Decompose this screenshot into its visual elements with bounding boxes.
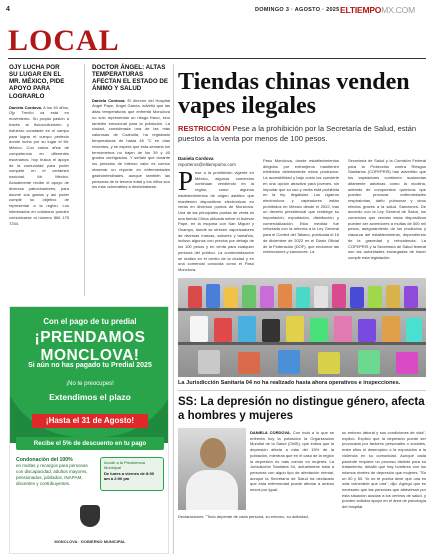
predial-advertisement[interactable] (9, 306, 169, 554)
byline-name: Daniela Cordova (178, 156, 214, 161)
ad-line-1: Con el pago de tu predial (43, 317, 137, 326)
section-rule (8, 58, 426, 59)
product-box (278, 284, 292, 308)
column-divider (84, 64, 85, 296)
photo-caption: La Jurisdicción Sanitaria 04 no ha realizado hasta ahora operativos e inspecciones. (178, 380, 401, 386)
product-box (406, 318, 422, 342)
second-declaraciones-text: Declaraciones. "Todo depende de cada persona, su entorno, su actividad, (178, 514, 309, 519)
page-header (0, 0, 433, 20)
second-col1-text: Con todo a lo que se enfrenta hoy la población la Organización Mundial de la Salud (OMS), que indica que la depresión afecta a más del 15% de la población, mientras que en el caso de la región la depresión es más común en mujeres. La Jurisdicción Sanitaria 04, actualmente trata a personas con algún tipo de afectación mental, aunque la Secretaría de Salud ha declarado que esta enfermedad puede afectar a ambos sexos por igual. (250, 430, 334, 493)
second-lead: DANIELA CORDOVA. (250, 430, 291, 435)
product-box (368, 286, 382, 308)
ad-discount: Recibe el 5% de descuento en tu pago (16, 437, 164, 450)
product-box (386, 285, 400, 308)
product-box (314, 286, 328, 308)
second-column-2 (342, 430, 426, 554)
product-box (206, 284, 220, 308)
brief-2-title[interactable]: DOCTOR ÁNGEL: ALTAS TEMPERATURAS AFECTAN EL ESTADO DE ÁNIMO Y SALUD (92, 64, 168, 93)
main-col3-text: Secretaría de Salud y la Comisión Federal para la Protección contra Riesgos Sanitarios (COFEPRIS) han advertido que los vapeadores contienen sustancias altamente adictivas como la nicotina, además de compuestos químicos que pueden provocar enfermedades respiratorias, daño pulmonar y otros efectos graves a la salud. Sanciones. De acuerdo con la Ley General de Salud, los comercios que vendan estos dispositivos pueden ser acreedores a multas de 500 mil pesos, aseguramiento de los productos y clausura del establecimiento, dependiendo de la gravedad y reincidencia. La COFEPRIS y la Secretaría de Salud federal son las autoridades encargadas de hacer cumplir esta legislación. (348, 158, 426, 260)
product-box (334, 316, 352, 342)
brief-1-text: A los 40 años, Ojy Trevño va está en movimiento. Su propia pasión a través al fisicoculturismo y esfuerzo constante en el campo para lograr el cuerpo perfecto donde lucha por su lugar el Mr. México. Con varios años de competencia en diferentes escenarios, hoy busca el apoyo de la comunidad para poder competir en el certamen nacional. Mr. México. Actualmente recibe el apoyo de diversos patrocinadores, para asumir sus gastos y así poder cumplir su objetivo de representar a la región. Los interesados en colaborar pueden comunicarse al número 866 175 7254. (9, 104, 69, 226)
product-box (382, 316, 400, 342)
page-number: 4 (6, 6, 10, 13)
brief-article-2 (92, 64, 170, 190)
brand-suffix: MX.COM (381, 5, 415, 15)
product-box (404, 286, 418, 308)
ad-deadline: ¡Hasta el 31 de Agosto! (32, 414, 148, 428)
second-column-1 (250, 430, 334, 512)
ad-office-info (100, 457, 164, 491)
product-box (286, 316, 304, 342)
second-declaraciones (178, 514, 334, 554)
product-box (358, 319, 376, 342)
product-box (224, 287, 238, 308)
deck-text: Pese a la prohibición por la Secretaría de Salud, están puestos a la venta por menos de 100 pesos. (178, 124, 417, 143)
product-box (358, 350, 380, 374)
municipal-crest-icon (72, 505, 108, 535)
product-box (242, 285, 256, 308)
product-box (214, 318, 232, 342)
main-col2-text: Paso Monclova, donde establecimientos dirigidos por extranjeros mantienen exhibidos abiertamente estos productos. La accesibilidad y bajo costo los convierte en una opción atractiva para jóvenes, sin importar que su uso y venta está prohibida en la ley. Ilegalidad. Los cigarros electrónicos y vapeadores están prohibidos en México desde el 2022, tras un decreto presidencial que restringe su importación, exportación, distribución y comercialización. Esta medida fue reforzada con la reforma a la Ley General para el Control del Tabaco, publicada el 16 de diciembre de 2022 en el Diario Oficial de la Federación (DOF), que endurece las restricciones y sanciones. La (263, 158, 339, 255)
vape-shelf-photo (178, 278, 426, 377)
story-divider (178, 390, 426, 391)
main-headline[interactable]: Tiendas chinas venden vapes ilegales (178, 69, 410, 119)
product-box (396, 352, 418, 374)
product-box (198, 350, 220, 374)
ad-condonation-text: en multas y recargos para personas con discapacidad, adultos mayores, pensionados, jubilados, INAPAM, discentes y contribuyentes. (16, 463, 88, 486)
shelf-line (178, 308, 426, 311)
product-box (238, 352, 260, 374)
brief-article-1 (9, 64, 69, 226)
brief-2-text: El director del Hospital Ángel Pape, Ángel García, advirtió que las altas temperaturas que enfrenta Monclova no solo representan un riesgo físico, sino también emocional para la población. La ciudad, considerada una de las más calurosas de Coahuila, ha registrado temperaturas de hasta 46 °C en días recientes, y se espera que esta semana los termómetros no bajen de los 39 y 40 grados centígrados. Y señaló que durante los periodos de intenso calor es común observar un repunte en enfermedades gastrointestinales, aunque también las personas de la tercera edad y los niños son los más vulnerables a deshidratarse. (92, 97, 170, 190)
ad-condonation (16, 457, 94, 487)
product-box (190, 316, 208, 342)
deck-lead: RESTRICCIÓN (178, 124, 231, 133)
ad-line-3: Si aún no has pagado tu Predial 2025 (28, 362, 152, 369)
person-shirt (186, 470, 238, 510)
main-column-2 (263, 158, 339, 274)
product-box (310, 318, 328, 342)
issue-date: DOMINGO 3 · AGOSTO · 2025 (255, 7, 340, 13)
brief-1-body (9, 105, 69, 227)
product-box (332, 284, 346, 308)
drop-cap: P (178, 170, 194, 196)
main-column-1 (178, 170, 254, 274)
brand-main: ELTIEMPO (340, 5, 382, 15)
brief-2-lead: Daniela Cordova. (92, 97, 126, 103)
brief-1-lead: Daniela Cordova. (9, 104, 42, 110)
crest-shape (80, 505, 100, 527)
ad-office-hours: De lunes a viernes de 8:00 am a 2:00 pm (104, 470, 155, 481)
brand-logo[interactable] (340, 5, 415, 15)
product-box (296, 287, 310, 308)
ad-extended: Extendimos el plazo (49, 392, 131, 402)
second-col2-text: su entorno laboral y sus condiciones de vida", explicó. Explicó que la depresión puede ser provocada por factores personales o sociales, entre ellos el desempleo o la exposición a la violencia en su comunidad. Aunque cada paciente requiere un proceso distinto para su tratamiento, detalló que hay hombres con los mismos niveles de depresión que mujeres. "Es un 50 y 50. Yo no te podría decir que una es más vulnerable que otra", dijo. Agregó que es necesario que las personas que atraviesan por esta situación acudan a los centros de salud, y pueden solicitar apoyo en el área de psicología del hospital. (342, 430, 426, 510)
second-headline[interactable]: SS: La depresión no distingue género, afecta a hombres y mujeres (178, 396, 425, 422)
product-box (262, 319, 280, 342)
product-box (260, 286, 274, 308)
ad-condonation-title: Condonación del 100% (16, 457, 73, 463)
brief-2-body (92, 98, 170, 191)
byline-email[interactable]: reporteros@eltiempomx.com (178, 162, 236, 167)
ad-line-4: ¡No te preocupes! (66, 381, 114, 387)
section-title: LOCAL (8, 24, 120, 57)
byline (178, 156, 236, 168)
column-divider (173, 64, 174, 554)
person-head (200, 438, 226, 468)
main-column-3 (348, 158, 426, 274)
product-box (188, 286, 202, 308)
product-box (318, 352, 340, 374)
shelf-line (178, 342, 426, 345)
product-box (278, 350, 300, 374)
product-box (238, 316, 256, 342)
main-col1-text: ese a la prohibición vigente en México, algunos comercios continúan vendiendo en la región, como algunos establecimientos de origen asiático que mantienen dispositivos electrónicos en venta en diversos puntos de Monclova. Una de las principales puntas de venta es una tienda China ubicada sobre el bulevar Pape, en la esquina con San Miguel y Ocampo, donde se ofrecen vaporizadores de diversas marcas, sabores y tamaños, incluso algunos con precios por debajo de los 100 pesos y en venta para cualquier persona del público. La comercialización se realiza en el centro de la ciudad y en una comercial conocida como el Paso Monclova. (178, 170, 254, 272)
brief-1-title[interactable]: OJY LUCHA POR SU LUGAR EN EL MR. MÉXICO, PIDE APOYO PARA LOGRARLO (9, 64, 65, 100)
reporter-photo (178, 428, 246, 510)
ad-footer: MONCLOVA · GOBIERNO MUNICIPAL (54, 539, 126, 544)
ad-office-text: Acude a la Presidencia Municipal (104, 460, 145, 471)
ad-slogan: ¡PRENDAMOS MONCLOVA! (34, 329, 146, 364)
main-deck (178, 124, 426, 144)
product-box (350, 287, 364, 308)
